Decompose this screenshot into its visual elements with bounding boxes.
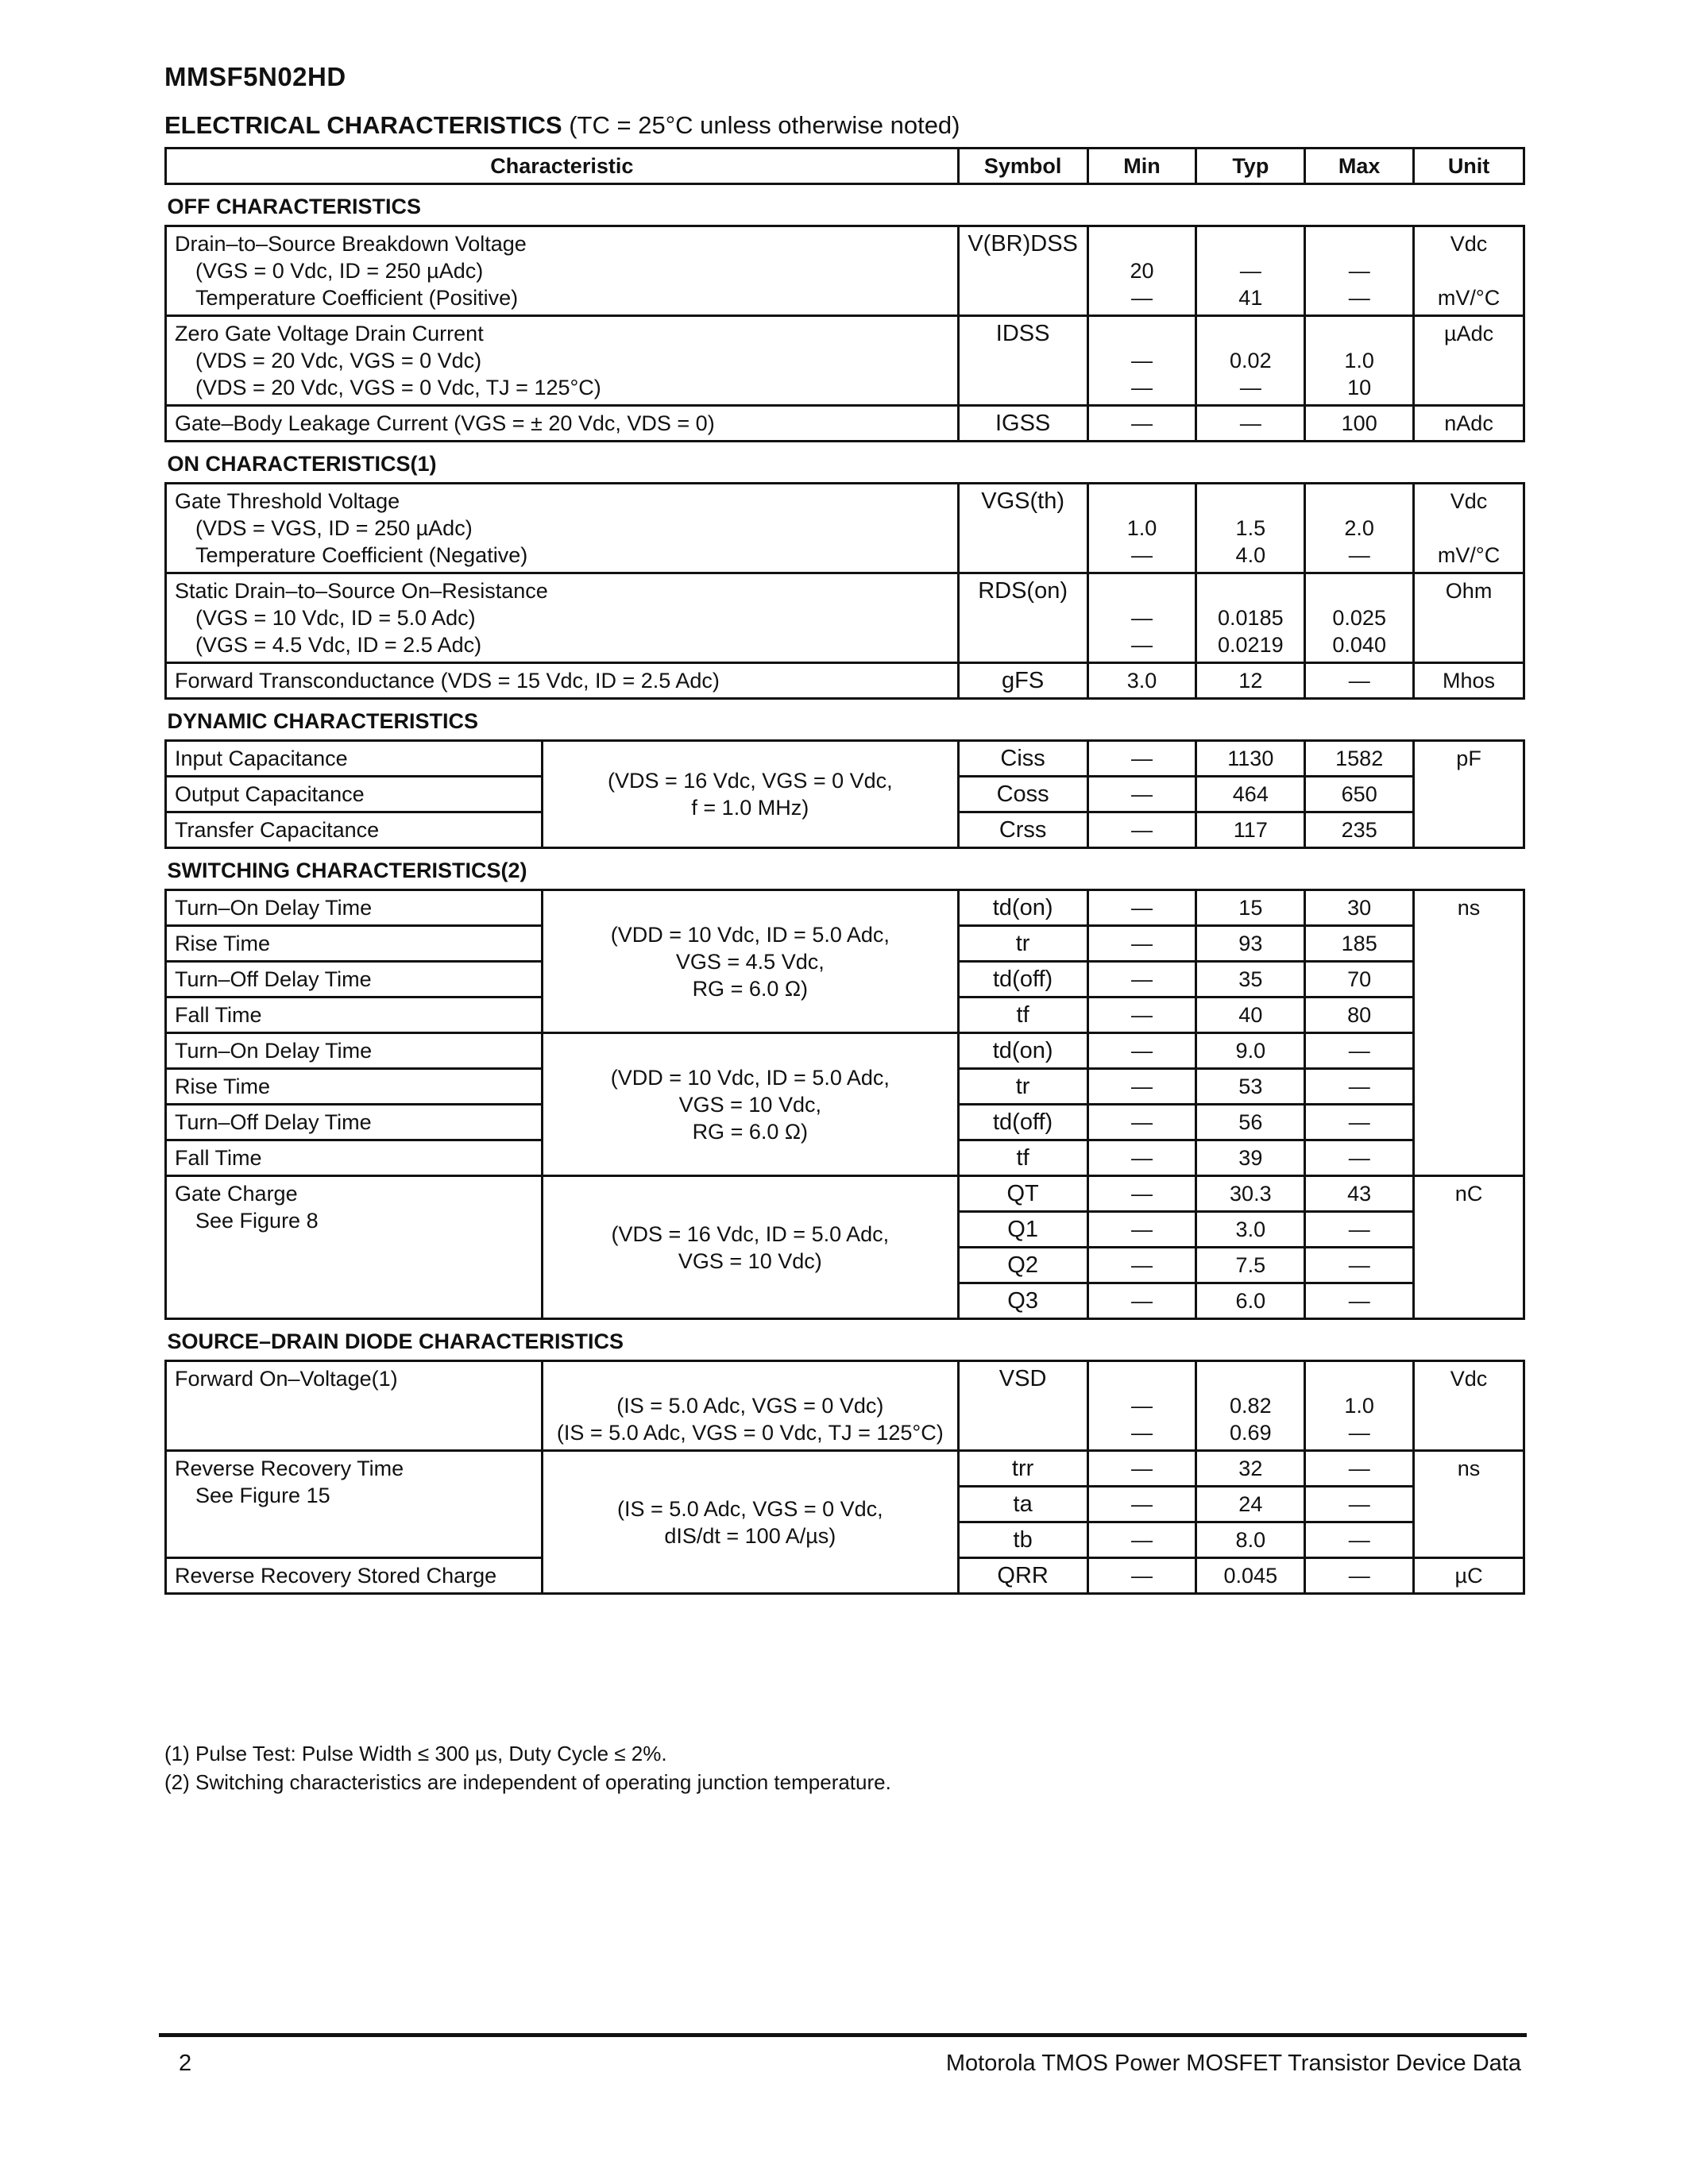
- characteristic-name: Turn–Off Delay Time: [166, 1105, 543, 1140]
- table-row: [166, 573, 1524, 663]
- max-cell: 235: [1305, 812, 1414, 848]
- min-cell: 1.0 —: [1087, 484, 1196, 573]
- min-cell: —: [1087, 962, 1196, 997]
- max-cell: 0.025 0.040: [1305, 573, 1414, 663]
- min-cell: —: [1087, 1451, 1196, 1487]
- test-condition: (VDD = 10 Vdc, ID = 5.0 Adc, VGS = 10 Vdc, RG = 6.0 Ω): [543, 1033, 959, 1176]
- symbol-cell: QT: [958, 1176, 1087, 1212]
- table-row: [166, 1361, 1524, 1451]
- symbol-cell: IGSS: [958, 406, 1087, 442]
- typ-cell: 0.82 0.69: [1196, 1361, 1305, 1451]
- electrical-characteristics-table: [164, 147, 1525, 1595]
- max-cell: 185: [1305, 926, 1414, 962]
- typ-cell: 56: [1196, 1105, 1305, 1140]
- min-cell: 20 —: [1087, 226, 1196, 316]
- symbol-cell: gFS: [958, 663, 1087, 699]
- symbol-cell: V(BR)DSS: [958, 226, 1087, 316]
- characteristic-name: Zero Gate Voltage Drain Current: [175, 322, 484, 345]
- test-condition: (IS = 5.0 Adc, VGS = 0 Vdc) (IS = 5.0 Adc, VGS = 0 Vdc, TJ = 125°C): [543, 1361, 959, 1451]
- symbol-cell: IDSS: [958, 316, 1087, 406]
- min-cell: —: [1087, 406, 1196, 442]
- min-cell: —: [1087, 1522, 1196, 1558]
- max-cell: 80: [1305, 997, 1414, 1033]
- typ-cell: 464: [1196, 777, 1305, 812]
- typ-cell: 53: [1196, 1069, 1305, 1105]
- unit-cell: Vdc: [1414, 1361, 1524, 1451]
- symbol-cell: tr: [958, 926, 1087, 962]
- figure-reference: See Figure 8: [195, 1209, 319, 1233]
- test-condition: (VGS = 4.5 Vdc, ID = 2.5 Adc): [195, 633, 482, 657]
- col-header-min: Min: [1087, 149, 1196, 184]
- min-cell: —: [1087, 1140, 1196, 1176]
- symbol-cell: tb: [958, 1522, 1087, 1558]
- footnotes: [164, 1739, 891, 1796]
- symbol-cell: tr: [958, 1069, 1087, 1105]
- test-condition: (VDS = 16 Vdc, ID = 5.0 Adc, VGS = 10 Vdc): [543, 1176, 959, 1319]
- typ-cell: 1.5 4.0: [1196, 484, 1305, 573]
- table-row: [166, 226, 1524, 316]
- max-cell: —: [1305, 663, 1414, 699]
- typ-cell: 0.0185 0.0219: [1196, 573, 1305, 663]
- section-row: [166, 1319, 1524, 1361]
- unit-cell: Vdc mV/°C: [1414, 484, 1524, 573]
- characteristic-name: Fall Time: [166, 997, 543, 1033]
- max-cell: 1.0 10: [1305, 316, 1414, 406]
- section-title-text: ELECTRICAL CHARACTERISTICS: [164, 111, 562, 139]
- symbol-cell: tf: [958, 1140, 1087, 1176]
- figure-reference: See Figure 15: [195, 1484, 330, 1507]
- min-cell: —: [1087, 1212, 1196, 1248]
- typ-cell: 40: [1196, 997, 1305, 1033]
- test-condition: (IS = 5.0 Adc, VGS = 0 Vdc, dIS/dt = 100 A/µs): [543, 1451, 959, 1594]
- section-row: [166, 699, 1524, 741]
- symbol-cell: td(on): [958, 890, 1087, 926]
- min-cell: —: [1087, 1069, 1196, 1105]
- typ-cell: 0.045: [1196, 1558, 1305, 1594]
- section-on: ON CHARACTERISTICS(1): [166, 442, 1524, 484]
- page-number: 2: [179, 2051, 192, 2076]
- table-row: [166, 1033, 1524, 1069]
- table-row: [166, 1451, 1524, 1487]
- min-cell: —: [1087, 812, 1196, 848]
- table-row: [166, 316, 1524, 406]
- characteristic-cell: [166, 1451, 543, 1558]
- symbol-cell: ta: [958, 1487, 1087, 1522]
- unit-cell: Vdc mV/°C: [1414, 226, 1524, 316]
- unit-cell: ns: [1414, 890, 1524, 1176]
- max-cell: —: [1305, 1033, 1414, 1069]
- section-source-drain: SOURCE–DRAIN DIODE CHARACTERISTICS: [166, 1319, 1524, 1361]
- min-cell: 3.0: [1087, 663, 1196, 699]
- min-cell: —: [1087, 741, 1196, 777]
- typ-cell: 117: [1196, 812, 1305, 848]
- characteristic-name: Reverse Recovery Time: [175, 1457, 404, 1480]
- part-number: MMSF5N02HD: [164, 62, 346, 91]
- characteristic-name: Forward Transconductance (VDS = 15 Vdc, ID = 2.5 Adc): [166, 663, 959, 699]
- symbol-cell: Q1: [958, 1212, 1087, 1248]
- col-header-typ: Typ: [1196, 149, 1305, 184]
- characteristic-name: Reverse Recovery Stored Charge: [166, 1558, 543, 1594]
- min-cell: —: [1087, 1248, 1196, 1283]
- section-dynamic: DYNAMIC CHARACTERISTICS: [166, 699, 1524, 741]
- max-cell: —: [1305, 1212, 1414, 1248]
- table-row: [166, 663, 1524, 699]
- min-cell: —: [1087, 1487, 1196, 1522]
- characteristic-name: Input Capacitance: [166, 741, 543, 777]
- unit-cell: Mhos: [1414, 663, 1524, 699]
- col-header-symbol: Symbol: [958, 149, 1087, 184]
- table-header-row: [166, 149, 1524, 184]
- max-cell: —: [1305, 1248, 1414, 1283]
- symbol-cell: tf: [958, 997, 1087, 1033]
- max-cell: 100: [1305, 406, 1414, 442]
- test-condition: (VDS = 20 Vdc, VGS = 0 Vdc): [195, 349, 482, 372]
- typ-cell: 12: [1196, 663, 1305, 699]
- max-cell: —: [1305, 1105, 1414, 1140]
- symbol-cell: td(off): [958, 962, 1087, 997]
- max-cell: —: [1305, 1069, 1414, 1105]
- symbol-cell: Q3: [958, 1283, 1087, 1319]
- characteristic-name: Gate Threshold Voltage: [175, 489, 400, 513]
- characteristic-cell: [166, 484, 959, 573]
- table-row: [166, 406, 1524, 442]
- symbol-cell: VGS(th): [958, 484, 1087, 573]
- test-condition: (VDS = VGS, ID = 250 µAdc): [195, 516, 473, 540]
- max-cell: —: [1305, 1283, 1414, 1319]
- test-condition: Temperature Coefficient (Positive): [195, 286, 519, 310]
- max-cell: 70: [1305, 962, 1414, 997]
- max-cell: —: [1305, 1558, 1414, 1594]
- max-cell: —: [1305, 1140, 1414, 1176]
- characteristic-cell: [166, 573, 959, 663]
- typ-cell: 39: [1196, 1140, 1305, 1176]
- min-cell: —: [1087, 926, 1196, 962]
- max-cell: 43: [1305, 1176, 1414, 1212]
- col-header-characteristic: Characteristic: [166, 149, 959, 184]
- characteristic-name: Rise Time: [166, 1069, 543, 1105]
- symbol-cell: Ciss: [958, 741, 1087, 777]
- max-cell: —: [1305, 1451, 1414, 1487]
- typ-cell: 7.5: [1196, 1248, 1305, 1283]
- test-condition: (VGS = 10 Vdc, ID = 5.0 Adc): [195, 606, 476, 630]
- table-row: [166, 1176, 1524, 1212]
- characteristic-name: Static Drain–to–Source On–Resistance: [175, 579, 548, 603]
- test-condition: Temperature Coefficient (Negative): [195, 543, 528, 567]
- test-condition: (VDS = 20 Vdc, VGS = 0 Vdc, TJ = 125°C): [195, 376, 601, 399]
- max-cell: 30: [1305, 890, 1414, 926]
- characteristic-cell: [166, 1176, 543, 1319]
- min-cell: —: [1087, 1283, 1196, 1319]
- characteristic-name: Forward On–Voltage(1): [166, 1361, 543, 1451]
- symbol-cell: td(on): [958, 1033, 1087, 1069]
- characteristic-name: Turn–On Delay Time: [166, 1033, 543, 1069]
- col-header-unit: Unit: [1414, 149, 1524, 184]
- typ-cell: 30.3: [1196, 1176, 1305, 1212]
- typ-cell: 8.0: [1196, 1522, 1305, 1558]
- footer-publication: Motorola TMOS Power MOSFET Transistor Device Data: [945, 2051, 1521, 2076]
- section-row: [166, 442, 1524, 484]
- typ-cell: 3.0: [1196, 1212, 1305, 1248]
- min-cell: —: [1087, 1033, 1196, 1069]
- table-row: [166, 741, 1524, 777]
- symbol-cell: RDS(on): [958, 573, 1087, 663]
- test-condition: (VDS = 16 Vdc, VGS = 0 Vdc, f = 1.0 MHz): [543, 741, 959, 848]
- characteristic-name: Drain–to–Source Breakdown Voltage: [175, 232, 527, 256]
- min-cell: —: [1087, 777, 1196, 812]
- section-row: [166, 184, 1524, 226]
- footnote-1: (1) Pulse Test: Pulse Width ≤ 300 µs, Duty Cycle ≤ 2%.: [164, 1742, 667, 1765]
- max-cell: —: [1305, 1522, 1414, 1558]
- unit-cell: nAdc: [1414, 406, 1524, 442]
- typ-cell: — 41: [1196, 226, 1305, 316]
- typ-cell: 1130: [1196, 741, 1305, 777]
- footnote-2: (2) Switching characteristics are independent of operating junction temperature.: [164, 1770, 891, 1794]
- typ-cell: 0.02 —: [1196, 316, 1305, 406]
- max-cell: 1582: [1305, 741, 1414, 777]
- typ-cell: 15: [1196, 890, 1305, 926]
- typ-cell: 9.0: [1196, 1033, 1305, 1069]
- characteristic-cell: [166, 226, 959, 316]
- characteristic-name: Turn–Off Delay Time: [166, 962, 543, 997]
- section-off: OFF CHARACTERISTICS: [166, 184, 1524, 226]
- symbol-cell: QRR: [958, 1558, 1087, 1594]
- characteristic-name: Gate–Body Leakage Current (VGS = ± 20 Vdc, VDS = 0): [166, 406, 959, 442]
- col-header-max: Max: [1305, 149, 1414, 184]
- unit-cell: ns: [1414, 1451, 1524, 1558]
- typ-cell: 32: [1196, 1451, 1305, 1487]
- unit-cell: Ohm: [1414, 573, 1524, 663]
- symbol-cell: td(off): [958, 1105, 1087, 1140]
- unit-cell: µAdc: [1414, 316, 1524, 406]
- symbol-cell: Q2: [958, 1248, 1087, 1283]
- test-condition: (VDD = 10 Vdc, ID = 5.0 Adc, VGS = 4.5 Vdc, RG = 6.0 Ω): [543, 890, 959, 1033]
- symbol-cell: Coss: [958, 777, 1087, 812]
- section-row: [166, 848, 1524, 890]
- table-row: [166, 890, 1524, 926]
- min-cell: —: [1087, 1176, 1196, 1212]
- typ-cell: 35: [1196, 962, 1305, 997]
- characteristic-name: Transfer Capacitance: [166, 812, 543, 848]
- section-title: [164, 111, 960, 140]
- symbol-cell: VSD: [958, 1361, 1087, 1451]
- characteristic-cell: [166, 316, 959, 406]
- max-cell: 650: [1305, 777, 1414, 812]
- max-cell: 1.0 —: [1305, 1361, 1414, 1451]
- characteristic-name: Output Capacitance: [166, 777, 543, 812]
- max-cell: —: [1305, 1487, 1414, 1522]
- min-cell: —: [1087, 890, 1196, 926]
- section-title-note: (TC = 25°C unless otherwise noted): [569, 111, 960, 139]
- test-condition: (VGS = 0 Vdc, ID = 250 µAdc): [195, 259, 484, 283]
- table-row: [166, 484, 1524, 573]
- min-cell: —: [1087, 1105, 1196, 1140]
- min-cell: —: [1087, 997, 1196, 1033]
- characteristic-name: Fall Time: [166, 1140, 543, 1176]
- typ-cell: 93: [1196, 926, 1305, 962]
- characteristic-name: Rise Time: [166, 926, 543, 962]
- unit-cell: pF: [1414, 741, 1524, 848]
- typ-cell: 24: [1196, 1487, 1305, 1522]
- min-cell: — —: [1087, 573, 1196, 663]
- symbol-cell: trr: [958, 1451, 1087, 1487]
- max-cell: 2.0 —: [1305, 484, 1414, 573]
- characteristic-name: Gate Charge: [175, 1182, 298, 1206]
- unit-cell: nC: [1414, 1176, 1524, 1319]
- characteristic-name: Turn–On Delay Time: [166, 890, 543, 926]
- unit-cell: µC: [1414, 1558, 1524, 1594]
- typ-cell: —: [1196, 406, 1305, 442]
- min-cell: — —: [1087, 316, 1196, 406]
- max-cell: — —: [1305, 226, 1414, 316]
- footer-divider: [159, 2033, 1527, 2037]
- section-switching: SWITCHING CHARACTERISTICS(2): [166, 848, 1524, 890]
- min-cell: —: [1087, 1558, 1196, 1594]
- min-cell: — —: [1087, 1361, 1196, 1451]
- typ-cell: 6.0: [1196, 1283, 1305, 1319]
- symbol-cell: Crss: [958, 812, 1087, 848]
